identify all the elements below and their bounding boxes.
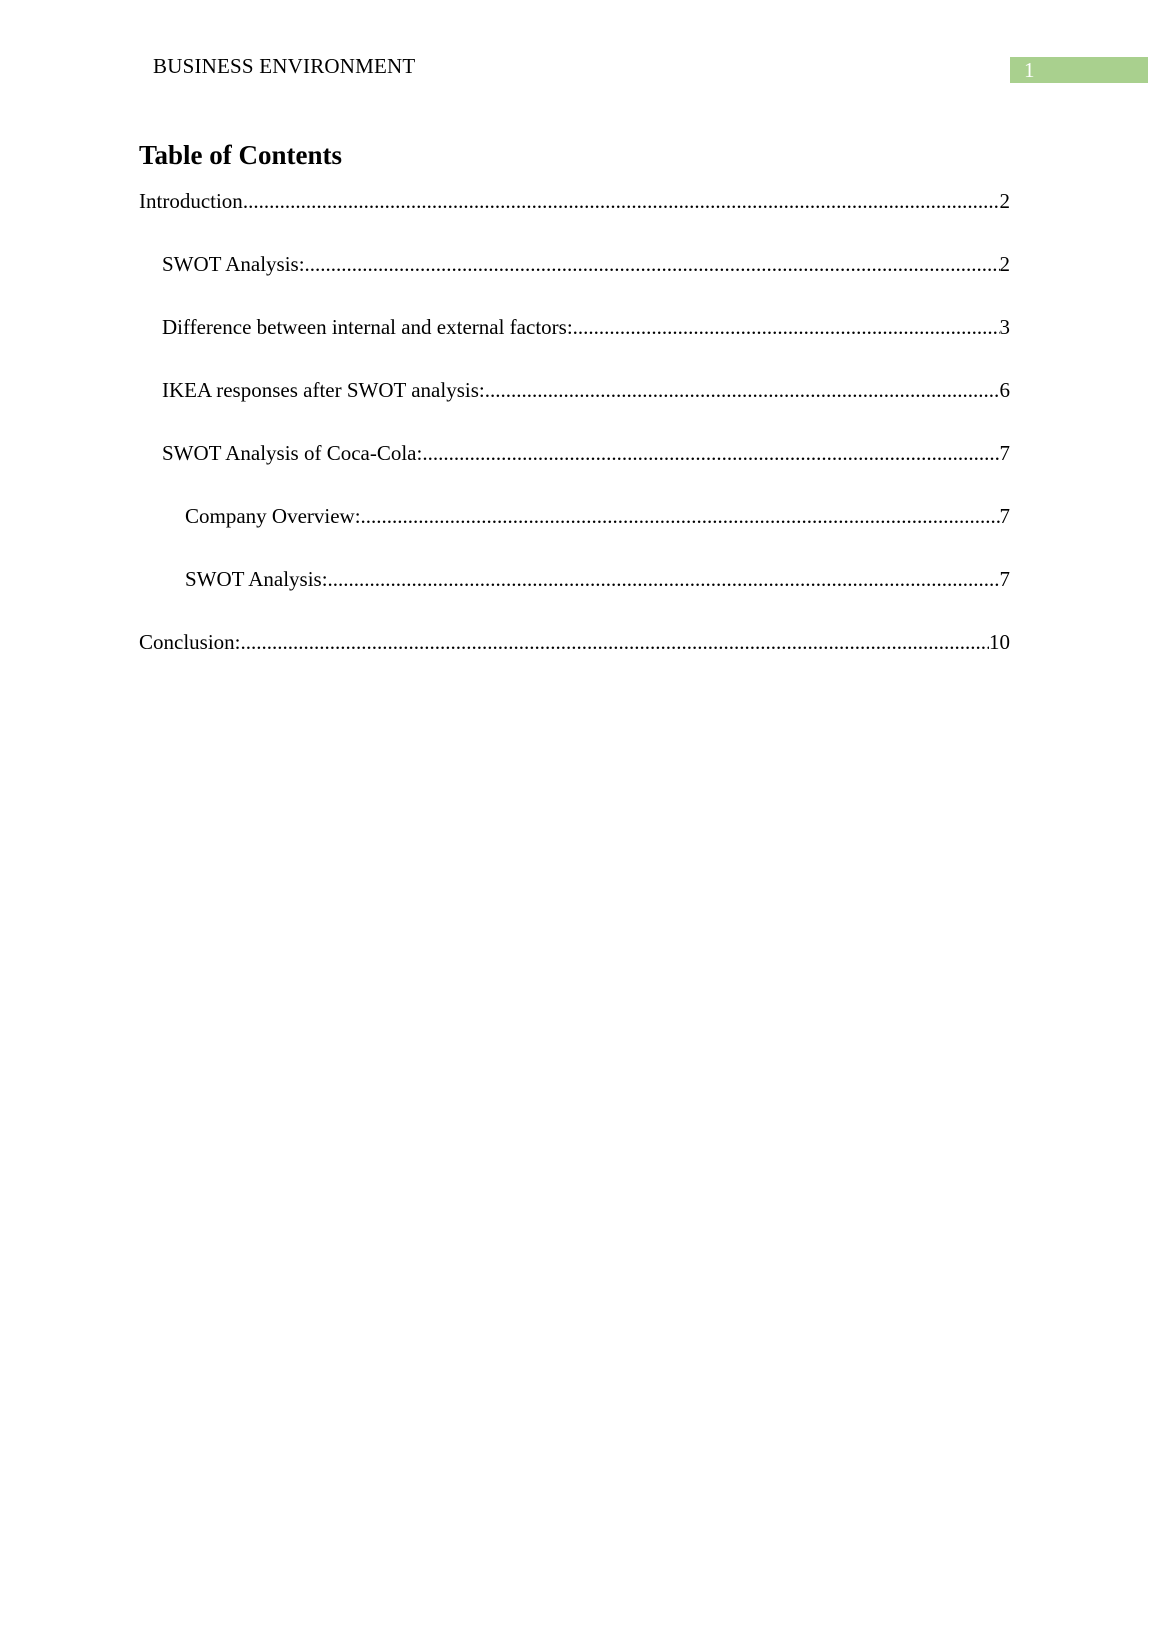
toc-entry-page: 2 — [999, 252, 1010, 276]
toc-dot-leader — [243, 187, 1000, 215]
toc-dot-leader — [305, 250, 1000, 278]
page-number: 1 — [1024, 58, 1035, 82]
toc-title: Table of Contents — [139, 140, 343, 170]
toc-entry-internal-external-factors[interactable] — [139, 313, 1010, 376]
toc-entry-text: SWOT Analysis: — [185, 567, 328, 591]
toc-entry-page: 7 — [999, 441, 1010, 465]
toc-entry-text: Company Overview: — [185, 504, 361, 528]
toc-entry-page: 6 — [999, 378, 1010, 402]
toc-entry-swot-coca-cola[interactable] — [139, 439, 1010, 502]
toc-dot-leader — [573, 313, 1000, 341]
toc-entry-page: 3 — [999, 315, 1010, 339]
toc-entry-ikea-responses[interactable] — [139, 376, 1010, 439]
toc-entry-page: 7 — [999, 567, 1010, 591]
toc-dot-leader — [361, 502, 1000, 530]
toc-dot-leader — [422, 439, 999, 467]
toc-dot-leader — [241, 628, 989, 656]
toc-entry-text: Conclusion: — [139, 630, 241, 654]
toc-entry-page: 2 — [999, 189, 1010, 213]
toc-entry-introduction[interactable] — [139, 187, 1010, 250]
toc-entry-company-overview[interactable] — [139, 502, 1010, 565]
toc-entry-text: Introduction — [139, 189, 243, 213]
toc-entry-text: Difference between internal and external factors: — [162, 315, 573, 339]
toc-entry-page: 7 — [999, 504, 1010, 528]
toc-entry-page: 10 — [989, 630, 1010, 654]
toc-entry-swot-analysis[interactable] — [139, 250, 1010, 313]
toc-entry-text: SWOT Analysis of Coca-Cola: — [162, 441, 423, 465]
toc-list — [139, 187, 1010, 691]
toc-entry-conclusion[interactable] — [139, 628, 1010, 691]
running-head: BUSINESS ENVIRONMENT — [153, 54, 416, 78]
toc-dot-leader — [485, 376, 1000, 404]
toc-entry-swot-analysis-sub[interactable] — [139, 565, 1010, 628]
toc-entry-text: SWOT Analysis: — [162, 252, 305, 276]
toc-dot-leader — [328, 565, 1000, 593]
toc-entry-text: IKEA responses after SWOT analysis: — [162, 378, 485, 402]
